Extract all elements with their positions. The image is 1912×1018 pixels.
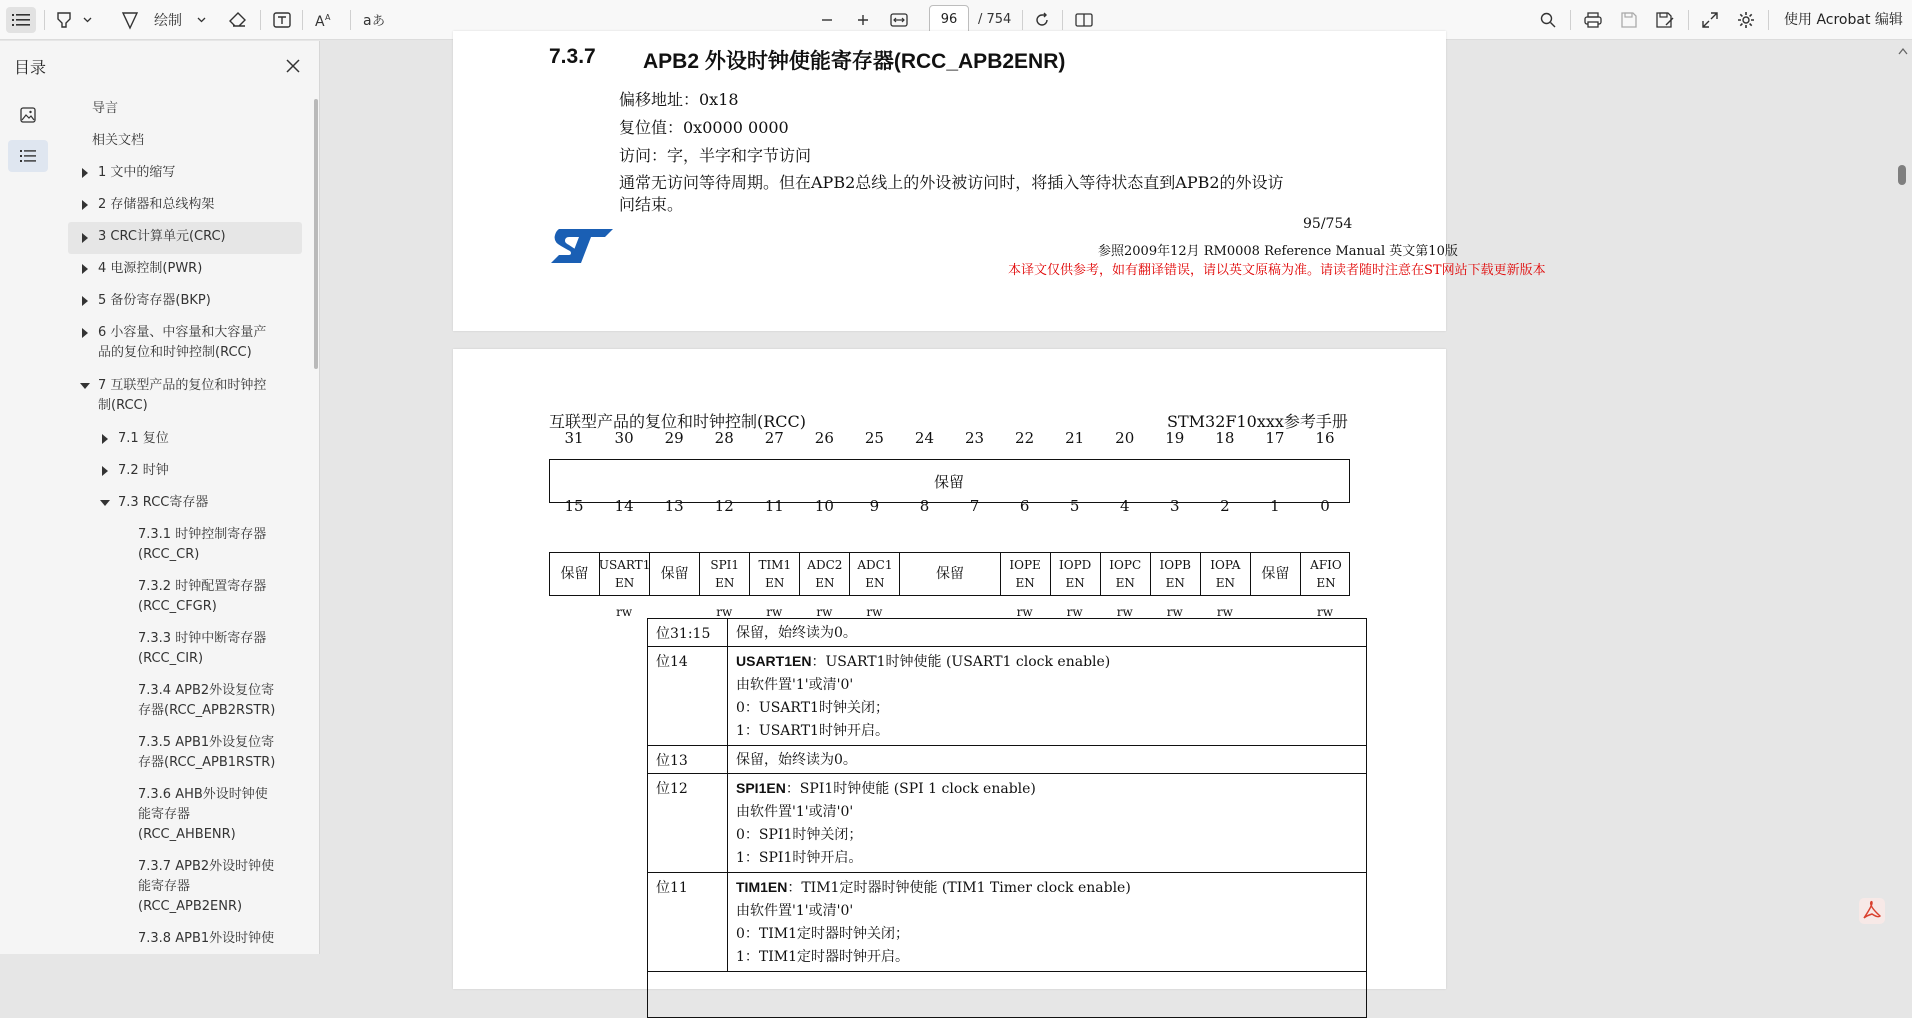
toc-panel [0,41,320,954]
image-icon [20,107,36,123]
description-text [736,650,1110,743]
bit-field-cell [1001,553,1051,595]
bit-field-cell [650,553,700,595]
access-type: rw [1066,605,1083,619]
save-button[interactable] [1616,0,1642,40]
wait-note-line1: 通常无访问等待周期。但在APB2总线上的外设被访问时，将插入等待状态直到APB2的外设访 [619,173,1284,192]
toc-item-7-3-7[interactable]: 7.3.7 APB2外设时钟使 能寄存器 (RCC_APB2ENR) [138,859,275,914]
access-type: rw [766,605,783,619]
description-line: SPI1EN：SPI1时钟使能 (SPI 1 clock enable) [736,780,1036,797]
section-title: APB2 外设时钟使能寄存器(RCC_APB2ENR) [643,50,1066,73]
collapse-triangle-icon[interactable] [80,383,90,389]
plus-icon [857,14,869,26]
bit-number: 26 [814,429,834,447]
save-as-button[interactable] [1652,0,1678,40]
toc-item-7-3-4[interactable]: 7.3.4 APB2外设复位寄 存器(RCC_APB2RSTR) [138,683,276,718]
bit-number: 9 [869,497,880,515]
access-type: rw [1316,605,1333,619]
bit-number: 1 [1270,497,1280,515]
toc-item-7-3-3[interactable]: 7.3.3 时钟中断寄存器 (RCC_CIR) [138,631,267,666]
toc-item-ch7[interactable]: 7 互联型产品的复位和时钟控 制(RCC) [72,376,302,418]
close-icon [286,59,300,73]
expand-triangle-icon[interactable] [82,200,88,210]
field-name: TIM1 [758,558,792,572]
toc-item-7-3-2[interactable]: 7.3.2 时钟配置寄存器 (RCC_CFGR) [138,579,267,614]
field-name-suffix: EN [1015,576,1035,590]
text-size-icon [315,12,335,28]
bit-description-table [647,618,1367,1018]
list-icon [12,13,30,27]
bit-field-cell [600,553,650,595]
bit-number: 3 [1170,497,1180,515]
toc-close-button[interactable] [280,53,306,79]
expand-triangle-icon[interactable] [82,328,88,338]
fullscreen-button[interactable] [1698,0,1722,40]
settings-button[interactable] [1734,0,1758,40]
column-divider [727,746,728,773]
toc-item-ch6[interactable]: 6 小容量、中容量和大容量产 品的复位和时钟控制(RCC) [72,323,302,365]
field-name-suffix: EN [614,576,635,590]
field-name: AFIO [1310,558,1342,572]
bit-number: 21 [1065,429,1085,447]
description-row [648,647,1366,746]
field-name: SPI1 [710,558,740,572]
bit-number: 24 [914,429,935,447]
register-low-box [549,552,1350,596]
description-text [736,777,1036,870]
scroll-up-icon[interactable] [1898,47,1908,55]
bit-number: 22 [1015,429,1035,447]
field-name: IOPC [1109,558,1142,572]
print-button[interactable] [1580,0,1606,40]
expand-icon [1702,12,1718,28]
field-name-suffix: EN [865,576,885,590]
highlight-dropdown[interactable] [80,0,94,40]
bit-number: 8 [919,497,930,515]
column-divider [727,619,728,646]
expand-triangle-icon[interactable] [102,466,108,476]
footer-reference: 参照2009年12月 RM0008 Reference Manual 英文第10版 [1098,244,1458,259]
description-row [648,774,1366,873]
pdf-page-95 [453,31,1546,331]
page-total: / 754 [978,12,1012,27]
bit-number: 31 [564,429,584,447]
field-name: IOPE [1009,558,1041,572]
search-icon [1540,12,1556,28]
toc-item-ch5[interactable]: 5 备份寄存器(BKP) [72,291,302,313]
svg-text:あ: あ [372,14,386,29]
toc-item-7-3[interactable]: 7.3 RCC寄存器 [92,493,302,515]
toc-item-7-1[interactable]: 7.1 复位 [92,429,302,451]
bit-number: 6 [1019,497,1030,515]
bit-field-cell [1201,553,1251,595]
field-name-suffix: EN [1165,576,1185,590]
access-type: rw [716,605,733,619]
bit-number: 18 [1215,429,1235,447]
collapse-triangle-icon[interactable] [100,500,110,506]
draw-dropdown[interactable] [194,0,208,40]
acrobat-pdf-icon [1858,897,1886,925]
description-line: TIM1EN：TIM1定时器时钟使能 (TIM1 Timer clock enable) [736,879,1131,896]
column-divider [727,647,728,745]
bit-field-cell [700,553,750,595]
bit-number: 28 [714,429,734,447]
toc-item-ch1[interactable]: 1 文中的缩写 [72,163,302,185]
bit-field-cell [800,553,850,595]
field-name-suffix: EN [1316,576,1336,590]
field-name-suffix: EN [765,576,785,590]
bit-number: 20 [1115,429,1135,447]
page-header-right: STM32F10xxx参考手册 [1167,412,1348,431]
print-icon [1584,12,1602,28]
field-name: 保留 [936,566,964,582]
expand-triangle-icon[interactable] [82,264,88,274]
access-note: 访问：字，半字和字节访问 [619,146,812,165]
acrobat-button[interactable] [1858,897,1886,925]
highlighter-icon [56,11,72,29]
bit-number: 23 [964,429,985,447]
draw-icon-button[interactable] [118,0,142,40]
footer-disclaimer: 本译文仅供参考，如有翻译错误，请以英文原稿为准。请读者随时注意在ST网站下载更新版本 [1008,263,1546,278]
description-line: 0：USART1时钟关闭； [736,700,889,716]
description-line: 0：SPI1时钟关闭； [736,827,863,843]
bit-number: 0 [1320,497,1330,515]
access-type: rw [616,605,633,619]
description-line: USART1EN：USART1时钟使能 (USART1 clock enable) [736,653,1111,670]
text-box-button[interactable] [270,0,294,40]
draw-pen-icon [122,11,138,29]
eraser-icon [229,12,247,28]
expand-triangle-icon[interactable] [82,233,88,243]
toc-item-7-3-5[interactable]: 7.3.5 APB1外设复位寄 存器(RCC_APB1RSTR) [138,735,276,770]
toc-item-related-docs[interactable]: 相关文档 [92,133,145,148]
list-icon [20,149,36,163]
high-reserved-label: 保留 [934,473,965,491]
field-name: ADC2 [807,558,843,572]
bit-field-cell [850,553,900,595]
wait-note-line2: 问结束。 [619,195,684,214]
offset-address: 偏移地址：0x18 [619,90,739,109]
toc-item-ch3[interactable]: 3 CRC计算单元(CRC) [68,222,302,254]
field-name-suffix: EN [1065,576,1085,590]
description-bit: 位31:15 [656,626,711,642]
field-name: IOPA [1210,558,1241,572]
reset-value: 复位值：0x0000 0000 [619,118,789,137]
description-line: 由软件置'1'或清'0' [736,677,854,693]
expand-triangle-icon[interactable] [82,296,88,306]
bit-field-cell [1301,553,1351,595]
description-line: 1：USART1时钟开启。 [736,723,889,739]
field-name: 保留 [1261,566,1290,582]
description-bit: 位12 [656,781,688,797]
description-row [648,873,1366,972]
bit-number: 29 [664,429,684,447]
field-name-suffix: EN [815,576,835,590]
save-as-icon [1656,12,1674,28]
expand-triangle-icon[interactable] [82,168,88,178]
draw-button[interactable]: 绘制 [154,13,182,29]
toc-item-7-3-8[interactable]: 7.3.8 APB1外设时钟使 [138,931,275,946]
svg-text:A: A [325,13,331,22]
access-type: rw [1016,605,1033,619]
bit-number: 17 [1265,429,1285,447]
description-line: 保留，始终读为0。 [736,625,857,641]
acrobat-edit-button[interactable]: 使用 Acrobat 编辑 [1784,12,1903,28]
thumbnails-tab[interactable] [8,99,48,131]
bit-number: 7 [969,497,980,515]
svg-text:A: A [315,14,325,30]
bookmarks-tab[interactable] [8,140,48,172]
bit-number: 2 [1220,497,1230,515]
field-name: 保留 [560,566,589,582]
description-line: 0：TIM1定时器时钟关闭； [736,926,910,942]
bit-number: 19 [1165,429,1185,447]
description-bit: 位11 [656,880,688,896]
save-icon [1621,12,1637,28]
expand-triangle-icon[interactable] [102,434,108,444]
pdf-page-96 [453,349,1446,989]
chevron-down-icon [83,17,92,23]
description-line: 保留，始终读为0。 [736,752,857,768]
bit-field-cell [1251,553,1301,595]
description-text [736,749,857,772]
svg-text:a: a [363,13,372,29]
bit-number: 30 [614,429,634,447]
translate-button[interactable] [360,0,386,40]
description-bit: 位14 [656,654,688,670]
description-text [736,622,857,645]
toc-toggle-button[interactable] [6,7,36,33]
bit-number: 10 [814,497,834,515]
bit-field-cell [1101,553,1151,595]
access-type: rw [816,605,833,619]
bit-number: 4 [1119,497,1130,515]
bit-number: 11 [764,497,784,515]
st-logo [549,225,615,265]
column-divider [727,873,728,971]
field-name-suffix: EN [715,576,735,590]
gear-icon [1737,11,1755,29]
search-button[interactable] [1536,0,1560,40]
access-type: rw [1116,605,1133,619]
field-name-suffix: EN [1215,576,1235,590]
bit-field-cell [900,553,1000,595]
toc-item-intro[interactable]: 导言 [92,101,119,116]
toc-item-ch2[interactable]: 2 存储器和总线构架 [72,195,302,217]
description-row [648,619,1366,647]
field-name: 保留 [660,566,689,582]
highlight-button[interactable] [52,0,76,40]
text-box-icon [273,12,291,28]
rotate-icon [1034,12,1050,28]
toc-item-ch4[interactable]: 4 电源控制(PWR) [72,259,302,281]
bit-number: 5 [1069,497,1080,515]
description-text [736,876,1131,969]
chevron-down-icon [197,17,206,23]
description-bit: 位13 [656,753,688,769]
access-type: rw [1166,605,1183,619]
field-name: IOPB [1159,558,1192,572]
field-name: USART1 [598,558,651,572]
page-number-input[interactable]: 96 [929,5,969,35]
description-line: 由软件置'1'或清'0' [736,804,854,820]
minus-icon [821,14,833,26]
section-number: 7.3.7 [549,45,596,68]
bit-number: 16 [1315,429,1335,447]
description-line: 1：TIM1定时器时钟开启。 [736,949,910,965]
read-aloud-button[interactable] [312,0,338,40]
translate-icon [363,12,386,29]
bit-number: 27 [764,429,784,447]
fit-width-icon [890,13,908,27]
bit-number: 25 [864,429,884,447]
access-type: rw [866,605,883,619]
page-header-left: 互联型产品的复位和时钟控制(RCC) [549,412,807,431]
description-line: 由软件置'1'或清'0' [736,903,854,919]
field-name: ADC1 [857,558,893,572]
bit-field-cell [1051,553,1101,595]
bit-number: 12 [714,497,734,515]
column-divider [727,774,728,872]
bit-field-cell [750,553,800,595]
two-page-icon [1075,13,1093,27]
field-name-suffix: EN [1115,576,1135,590]
description-row [648,746,1366,774]
page-footer-number: 95/754 [1303,216,1353,232]
document-scrollbar-thumb[interactable] [1898,165,1906,185]
eraser-button[interactable] [226,0,250,40]
access-type: rw [1216,605,1233,619]
field-name: IOPD [1059,558,1092,572]
bit-field-cell [1151,553,1201,595]
bit-number: 13 [664,497,684,515]
bit-number: 14 [614,497,634,515]
document-viewer[interactable] [321,41,1912,965]
toc-item-7-3-6[interactable]: 7.3.6 AHB外设时钟使 能寄存器 (RCC_AHBENR) [138,787,268,842]
bit-number: 15 [564,497,584,515]
toc-title: 目录 [14,58,47,77]
description-line: 1：SPI1时钟开启。 [736,850,863,866]
bit-field-cell [550,553,600,595]
toc-item-7-3-1[interactable]: 7.3.1 时钟控制寄存器 (RCC_CR) [138,527,267,562]
toc-item-7-2[interactable]: 7.2 时钟 [92,461,302,483]
